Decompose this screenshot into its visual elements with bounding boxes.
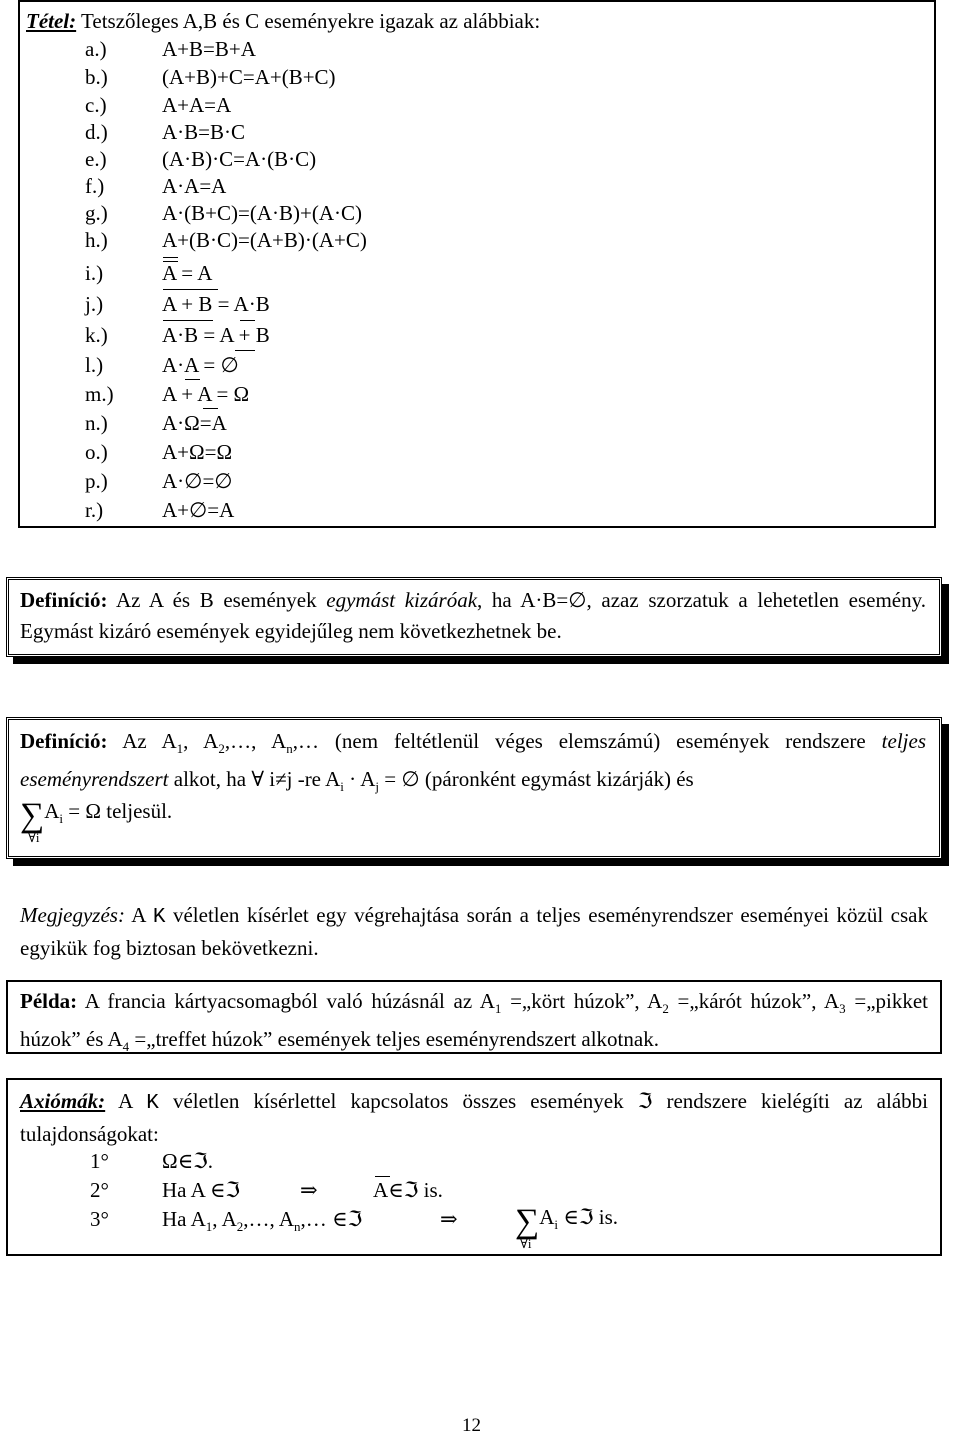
page-number: 12: [462, 1415, 481, 1436]
definition-term: teljes eseményrendszert: [20, 729, 926, 791]
theorem-intro: Tetszőleges A,B és C eseményekre igazak az alábbiak:: [76, 9, 541, 33]
definition-title: Definíció:: [20, 588, 108, 612]
experiment-symbol: K: [146, 1092, 159, 1115]
experiment-symbol: K: [152, 906, 166, 929]
forall-index: ∀i: [520, 1236, 532, 1251]
definition-title: Definíció:: [20, 729, 108, 753]
implies-arrow: ⇒: [300, 1178, 318, 1202]
forall-index: ∀i: [28, 830, 40, 845]
implies-arrow: ⇒: [440, 1207, 458, 1231]
definition-disjoint-text: Definíció: Az A és B események egymást kizáróak, ha A·B=∅, azaz szorzatuk a lehetetlen esemény. Egymást kizáró események egyidejűleg nem következhetnek be.: [20, 588, 926, 643]
theorem-box: [18, 0, 936, 528]
note-title: Megjegyzés:: [20, 903, 125, 927]
note-text: Megjegyzés: A K véletlen kísérlet egy végrehajtása során a teljes eseményrendszer eseményei közül csak egyikük fog biztosan bekövetkezni.: [20, 903, 928, 960]
example-title: Példa:: [20, 989, 78, 1013]
axioms-text: Axiómák: A K véletlen kísérlettel kapcsolatos összes események ℑ rendszere kielégíti az alábbi tulajdonságokat:: [20, 1089, 928, 1146]
axioms-title: Axiómák:: [20, 1089, 106, 1113]
theorem-heading: [26, 8, 540, 35]
sum-symbol: ∑: [515, 1203, 540, 1240]
definition-term: egymást kizáróak: [326, 588, 478, 612]
example-text: Példa: A francia kártyacsomagból való húzásnál az $A_1$ =„kört húzok”, $A_2$ =„kárót húzok”, $A_3$ =„pikket húzok” és $A_4$ =„treffet húzok” események teljes eseményrendszert alkotnak.: [20, 989, 929, 1054]
theorem-title: Tétel:: [26, 9, 77, 33]
sum-symbol: ∑: [20, 797, 45, 834]
